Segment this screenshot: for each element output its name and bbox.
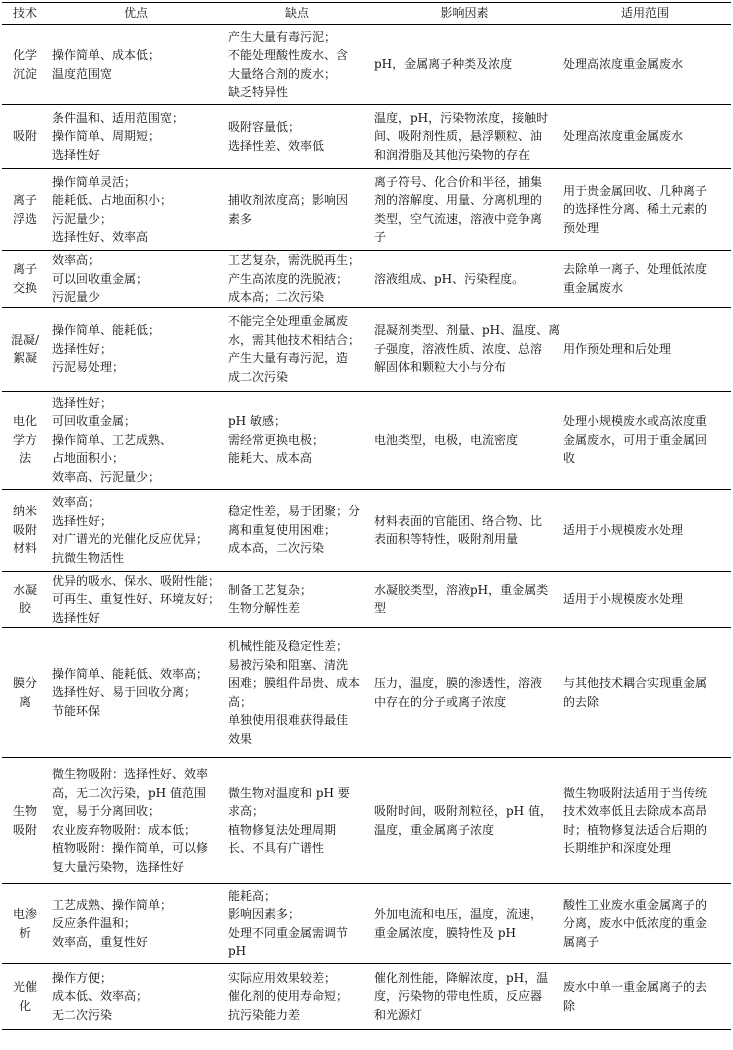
- tech-name: 电渗析: [12, 907, 37, 940]
- cell-tech: [2, 884, 48, 964]
- cell-pros-line: 无二次污染: [52, 1007, 113, 1022]
- cell-pros-line: 效率高；: [52, 253, 101, 267]
- cell-pros-line: 工艺成熟、操作简单；: [52, 897, 173, 912]
- cell-pros-line: 占地面积小；: [52, 451, 125, 466]
- table-row: [2, 307, 731, 391]
- tech-name: 水凝胶: [12, 582, 37, 616]
- table-row: [2, 105, 731, 169]
- cell-pros-line: 污泥量少: [52, 290, 101, 304]
- cell-factors-line: 和光源灯: [374, 1007, 423, 1022]
- cell-tech: [2, 489, 48, 571]
- cell-factors-line: 温度，重金属离子浓度: [374, 822, 495, 837]
- cell-scope-line: 处理高浓度重金属废水: [563, 57, 684, 72]
- cell-pros-line: 操作简单、成本低；: [52, 48, 161, 62]
- cell-cons-line: 实际应用效果较差；: [228, 970, 337, 985]
- tech-name: 离子浮选: [12, 193, 37, 226]
- cell-cons: [224, 758, 370, 884]
- cell-factors-line: 中存在的分子或离子浓度: [374, 694, 507, 709]
- cell-pros-line: 效率高；: [52, 495, 101, 509]
- cell-cons-line: 成本高，二次污染: [228, 541, 325, 556]
- cell-pros-line: 选择性好: [52, 610, 101, 625]
- cell-scope-line: 废水中单一重金属离子的去: [563, 980, 708, 994]
- comparison-table: [2, 2, 731, 1030]
- cell-pros: [48, 307, 224, 391]
- cell-cons-line: 需经常更换电极；: [228, 432, 325, 447]
- cell-cons-line: 单独使用很难获得最佳: [228, 713, 349, 727]
- cell-cons-line: pH: [228, 944, 247, 958]
- cell-tech: [2, 964, 48, 1030]
- cell-factors-line: 温度，pH，污染物浓度，接触时: [374, 110, 549, 125]
- cell-pros-line: 可回收重金属；: [52, 414, 137, 429]
- cell-scope: [559, 391, 731, 489]
- tech-name: 电化学方法: [12, 414, 37, 466]
- table-row: [2, 884, 731, 964]
- cell-factors-line: pH，金属离子种类及浓度: [374, 57, 513, 72]
- cell-factors-line: 水凝胶类型，溶液pH，重金属类: [374, 582, 549, 597]
- cell-pros-line: 操作方便；: [52, 970, 113, 985]
- cell-scope-line: 时；植物修复法适合后期的: [563, 822, 708, 837]
- header-cons: 缺点: [224, 3, 370, 25]
- cell-scope-line: 适用于小规模废水处理: [563, 592, 684, 606]
- cell-pros: [48, 105, 224, 169]
- cell-factors-line: 外加电流和电压，温度，流速，: [374, 907, 543, 921]
- cell-factors-line: 材料表面的官能团、络合物、比: [374, 513, 543, 528]
- cell-tech: [2, 628, 48, 758]
- cell-tech: [2, 25, 48, 105]
- cell-tech: [2, 307, 48, 391]
- cell-pros-line: 复大量污染物，选择性好: [52, 859, 185, 874]
- cell-factors-line: 吸附时间，吸附剂粒径，pH 值，: [374, 804, 552, 818]
- cell-factors-line: 电池类型，电极，电流密度: [374, 432, 519, 447]
- cell-cons: [224, 25, 370, 105]
- cell-pros-line: 选择性好；: [52, 513, 113, 528]
- cell-cons-line: 产生大量有毒污泥，造: [228, 351, 349, 365]
- cell-cons-line: 能耗大、成本高: [228, 451, 313, 466]
- cell-cons-line: 处理不同重金属需调节: [228, 925, 349, 940]
- cell-pros: [48, 964, 224, 1030]
- cell-cons: [224, 884, 370, 964]
- cell-scope-line: 属离子: [563, 934, 600, 949]
- cell-factors: [370, 25, 559, 105]
- cell-pros-line: 可以回收重金属；: [52, 271, 149, 286]
- cell-scope-line: 处理小规模废水或高浓度重: [563, 414, 708, 429]
- cell-tech: [2, 105, 48, 169]
- cell-scope-line: 微生物吸附法适用于当传统: [563, 785, 708, 800]
- table-row: [2, 628, 731, 758]
- cell-pros: [48, 251, 224, 308]
- tech-name: 混凝/絮凝: [10, 332, 40, 365]
- cell-pros: [48, 758, 224, 884]
- cell-scope-line: 分离，废水中低浓度的重金: [563, 916, 708, 931]
- cell-cons-line: 生物分解性差: [228, 601, 301, 616]
- header-tech: 技术: [2, 3, 48, 25]
- cell-cons: [224, 251, 370, 308]
- cell-pros-line: 选择性好；: [52, 341, 113, 356]
- cell-pros-line: 微生物吸附：选择性好、效率: [52, 767, 209, 781]
- cell-scope: [559, 964, 731, 1030]
- cell-scope: [559, 884, 731, 964]
- table-row: [2, 571, 731, 628]
- cell-pros: [48, 571, 224, 628]
- tech-name: 离子交换: [12, 262, 37, 295]
- cell-scope: [559, 169, 731, 251]
- cell-cons-line: 易被污染和阻塞、清洗: [228, 657, 349, 672]
- cell-factors: [370, 307, 559, 391]
- cell-pros-line: 抗微生物活性: [52, 550, 125, 565]
- cell-tech: [2, 169, 48, 251]
- cell-factors-line: 表面积等特性，吸附剂用量: [374, 532, 519, 546]
- cell-factors-line: 压力，温度，膜的渗透性，溶液: [374, 676, 543, 690]
- header-scope: 适用范围: [559, 3, 731, 25]
- table-row: [2, 251, 731, 308]
- cell-factors: [370, 391, 559, 489]
- cell-cons: [224, 391, 370, 489]
- cell-scope-line: 的选择性分离、稀土元素的: [563, 202, 708, 217]
- cell-cons-line: 影响因素多；: [228, 907, 301, 921]
- cell-factors-line: 离子符号、化合价和半径，捕集: [374, 174, 543, 189]
- table-row: [2, 489, 731, 571]
- cell-scope: [559, 758, 731, 884]
- cell-scope-line: 处理高浓度重金属废水: [563, 129, 684, 144]
- cell-factors: [370, 105, 559, 169]
- cell-cons-line: 产生大量有毒污泥；: [228, 29, 337, 44]
- cell-scope-line: 与其他技术耦合实现重金属: [563, 676, 708, 690]
- cell-factors-line: 型: [374, 601, 387, 616]
- cell-factors: [370, 169, 559, 251]
- cell-scope: [559, 571, 731, 628]
- cell-scope-line: 酸性工业废水重金属离子的: [563, 897, 708, 912]
- cell-cons: [224, 571, 370, 628]
- cell-factors-line: 子强度，溶液性质、浓度、总溶: [374, 341, 543, 356]
- cell-scope: [559, 25, 731, 105]
- cell-pros-line: 污泥易处理；: [52, 360, 125, 375]
- tech-name: 膜分离: [12, 676, 37, 709]
- cell-pros-line: 操作简单灵活；: [52, 174, 137, 189]
- cell-cons-line: 植物修复法处理周期: [228, 822, 337, 837]
- cell-factors-line: 解固体和颗粒大小与分布: [374, 360, 507, 375]
- cell-pros-line: 操作简单、能耗低；: [52, 323, 161, 338]
- cell-factors-line: 催化剂性能，降解浓度，pH，温: [374, 970, 549, 985]
- cell-scope-line: 用作预处理和后处理: [563, 341, 672, 356]
- cell-factors-line: 类型，空气流速，溶液中竞争离: [374, 211, 543, 226]
- cell-factors-line: 度，污染物的带电性质，反应器: [374, 989, 543, 1004]
- cell-pros: [48, 391, 224, 489]
- cell-pros-line: 反应条件温和；: [52, 916, 137, 931]
- cell-pros-line: 优异的吸水、保水、吸附性能；: [52, 573, 221, 588]
- cell-cons-line: 长、不具有广谱性: [228, 841, 325, 855]
- cell-scope-line: 收: [563, 451, 576, 466]
- cell-factors: [370, 489, 559, 571]
- cell-scope-line: 金属废水，可用于重金属回: [563, 432, 708, 447]
- cell-cons-line: 缺乏特异性: [228, 85, 289, 99]
- cell-scope-line: 除: [563, 998, 576, 1013]
- cell-pros-line: 选择性好、易于回收分离；: [52, 685, 197, 700]
- cell-pros: [48, 628, 224, 758]
- cell-scope-line: 用于贵金属回收、几种离子: [563, 183, 708, 198]
- cell-factors-line: 混凝剂类型、剂量、pH、温度、离: [374, 323, 561, 338]
- cell-pros-line: 能耗低、占地面积小；: [52, 193, 173, 207]
- cell-pros-line: 选择性好: [52, 147, 101, 162]
- tech-name: 生物吸附: [12, 804, 37, 837]
- cell-scope-line: 重金属废水: [563, 280, 624, 295]
- cell-cons: [224, 105, 370, 169]
- cell-cons: [224, 628, 370, 758]
- cell-pros: [48, 25, 224, 105]
- cell-pros-line: 植物吸附：操作简单，可以修: [52, 841, 209, 855]
- cell-cons-line: 水，需其他技术相结合；: [228, 332, 361, 347]
- cell-pros-line: 选择性好；: [52, 395, 113, 410]
- cell-factors-line: 剂的溶解度、用量、分离机理的: [374, 193, 543, 207]
- cell-cons-line: 效果: [228, 731, 253, 746]
- cell-cons-line: 催化剂的使用寿命短；: [228, 989, 349, 1004]
- cell-cons-line: 成本高；二次污染: [228, 290, 325, 304]
- cell-cons-line: 机械性能及稳定性差；: [228, 639, 349, 653]
- cell-pros-line: 农业废弃物吸附：成本低；: [52, 822, 197, 837]
- cell-scope: [559, 628, 731, 758]
- cell-pros-line: 高，无二次污染，pH 值范围: [52, 785, 206, 800]
- cell-tech: [2, 251, 48, 308]
- cell-cons-line: 能耗高；: [228, 888, 277, 903]
- cell-pros-line: 宽，易于分离回收；: [52, 804, 161, 818]
- cell-pros-line: 操作简单、工艺成熟、: [52, 432, 173, 447]
- cell-factors: [370, 884, 559, 964]
- cell-cons-line: 制备工艺复杂；: [228, 582, 313, 597]
- cell-factors-line: 重金属浓度，膜特性及 pH: [374, 925, 516, 940]
- cell-scope: [559, 307, 731, 391]
- cell-cons: [224, 307, 370, 391]
- cell-factors: [370, 758, 559, 884]
- cell-cons-line: 高；: [228, 694, 253, 709]
- cell-tech: [2, 391, 48, 489]
- cell-scope: [559, 251, 731, 308]
- cell-cons-line: 捕收剂浓度高；影响因: [228, 193, 349, 207]
- cell-pros-line: 效率高，重复性好: [52, 934, 149, 949]
- cell-cons-line: 不能完全处理重金属废: [228, 314, 349, 328]
- cell-pros-line: 节能环保: [52, 703, 101, 718]
- table-row: [2, 758, 731, 884]
- table-row: [2, 391, 731, 489]
- cell-cons-line: 求高；: [228, 804, 265, 818]
- cell-pros-line: 污泥量少；: [52, 211, 113, 226]
- header-factors: 影响因素: [370, 3, 559, 25]
- cell-scope-line: 的去除: [563, 694, 600, 709]
- cell-cons: [224, 489, 370, 571]
- cell-cons-line: 吸附容量低；: [228, 120, 301, 134]
- cell-cons-line: 选择性差、效率低: [228, 138, 325, 153]
- header-pros: 优点: [48, 3, 224, 25]
- cell-cons-line: 大量络合剂的废水；: [228, 66, 337, 81]
- cell-pros-line: 效率高、污泥量少；: [52, 469, 161, 484]
- cell-pros-line: 条件温和、适用范围宽；: [52, 110, 185, 125]
- cell-factors: [370, 251, 559, 308]
- cell-cons-line: 成二次污染: [228, 369, 289, 384]
- cell-pros-line: 操作简单、周期短；: [52, 129, 161, 144]
- cell-pros: [48, 884, 224, 964]
- cell-cons-line: 抗污染能力差: [228, 1007, 301, 1022]
- cell-scope: [559, 105, 731, 169]
- cell-cons-line: 困难；膜组件昂贵、成本: [228, 676, 361, 690]
- cell-scope-line: 长期维护和深度处理: [563, 841, 672, 855]
- cell-pros-line: 温度范围宽: [52, 66, 113, 81]
- cell-cons-line: pH 敏感；: [228, 414, 286, 429]
- cell-cons: [224, 964, 370, 1030]
- cell-scope-line: 预处理: [563, 220, 600, 235]
- tech-name: 光催化: [12, 980, 37, 1013]
- cell-pros: [48, 489, 224, 571]
- cell-cons-line: 产生高浓度的洗脱液；: [228, 271, 349, 286]
- cell-tech: [2, 571, 48, 628]
- cell-scope-line: 适用于小规模废水处理: [563, 522, 684, 537]
- tech-name: 吸附: [12, 129, 37, 144]
- cell-cons-line: 素多: [228, 211, 253, 226]
- cell-pros-line: 对广谱光的光催化反应优异；: [52, 532, 209, 546]
- cell-cons: [224, 169, 370, 251]
- table-row: [2, 25, 731, 105]
- cell-factors-line: 间、吸附剂性质，悬浮颗粒、油: [374, 129, 543, 144]
- cell-scope: [559, 489, 731, 571]
- cell-factors: [370, 628, 559, 758]
- cell-factors-line: 溶液组成、pH、污染程度。: [374, 271, 525, 286]
- cell-cons-line: 不能处理酸性废水、含: [228, 48, 349, 62]
- cell-cons-line: 微生物对温度和 pH 要: [228, 785, 350, 800]
- cell-pros-line: 操作简单、能耗低、效率高；: [52, 666, 209, 681]
- cell-scope-line: 技术效率低且去除成本高昂: [563, 804, 708, 818]
- tech-name: 化学沉淀: [12, 48, 37, 81]
- cell-pros-line: 成本低、效率高；: [52, 989, 149, 1004]
- cell-factors-line: 子: [374, 230, 387, 244]
- cell-cons-line: 离和重复使用困难；: [228, 522, 337, 537]
- cell-pros-line: 可再生、重复性好、环境友好；: [52, 592, 221, 606]
- cell-scope-line: 去除单一离子、处理低浓度: [563, 262, 708, 277]
- cell-factors: [370, 571, 559, 628]
- tech-name: 纳米吸附材料: [12, 504, 37, 556]
- cell-tech: [2, 758, 48, 884]
- cell-cons-line: 稳定性差，易于团聚；分: [228, 504, 361, 519]
- header-row: [2, 3, 731, 25]
- table-row: [2, 964, 731, 1030]
- cell-factors-line: 和润滑脂及其他污染物的存在: [374, 147, 531, 162]
- cell-factors: [370, 964, 559, 1030]
- cell-cons-line: 工艺复杂，需洗脱再生；: [228, 253, 361, 267]
- table-row: [2, 169, 731, 251]
- cell-pros: [48, 169, 224, 251]
- cell-pros-line: 选择性好、效率高: [52, 230, 149, 244]
